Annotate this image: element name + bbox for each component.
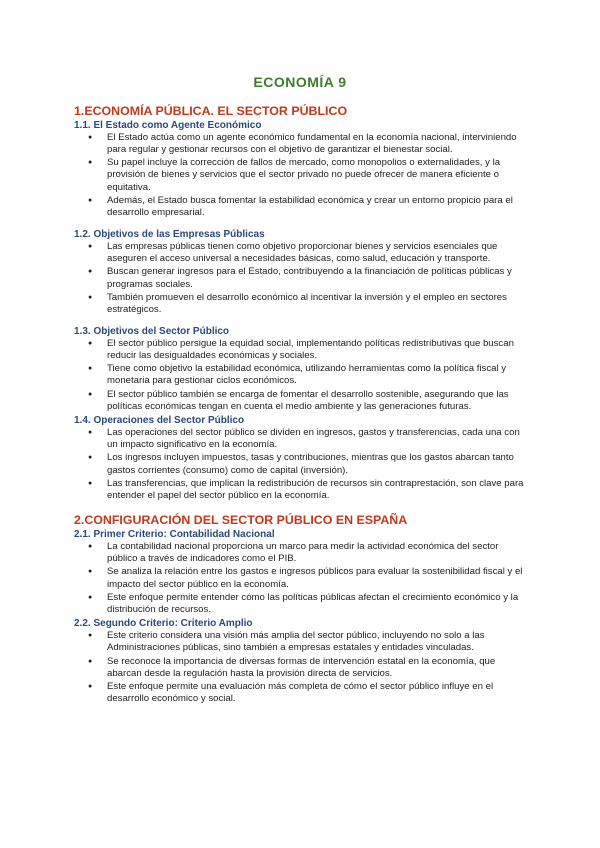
list-item: ● La contabilidad nacional proporciona un marco para medir la actividad económica del sector público a través de indicadores como el PIB.: [107, 541, 524, 565]
bullet-list: [74, 338, 524, 413]
bullet-list: [74, 541, 524, 616]
page-title: ECONOMÍA 9: [253, 74, 347, 90]
list-item: ● El Estado actúa como un agente económico fundamental en la economía nacional, interviniendo para regular y gestionar recursos con el objetivo de garantizar el bienestar social.: [107, 132, 524, 156]
list-item: ● Los ingresos incluyen impuestos, tasas y contribuciones, mientras que los gastos abarcan tanto gastos corrientes (consumo) como de capital (inversión).: [107, 452, 524, 476]
section-heading: 1.ECONOMÍA PÚBLICA. EL SECTOR PÚBLICO: [74, 104, 348, 118]
list-item: ● También promueven el desarrollo económico al incentivar la inversión y el empleo en sectores estratégicos.: [107, 292, 524, 316]
list-item: ● Se reconoce la importancia de diversas formas de intervención estatal en la economía, que abarcan desde la regulación hasta la provisión directa de servicios.: [107, 656, 524, 680]
subsection-heading: 1.1. El Estado como Agente Económico: [74, 120, 262, 131]
subsection-heading: 1.2. Objetivos de las Empresas Públicas: [74, 229, 265, 241]
subsection-heading: 2.2. Segundo Criterio: Criterio Amplio: [74, 618, 253, 630]
list-item: ● Este criterio considera una visión más amplia del sector público, incluyendo no solo a las Administraciones públicas, sino también a empresas estatales y entidades vinculadas.: [107, 630, 524, 654]
section-heading: 2.CONFIGURACIÓN DEL SECTOR PÚBLICO EN ESPAÑA: [74, 513, 408, 528]
list-item: ● El sector público persigue la equidad social, implementando políticas redistributivas que buscan reducir las desigualdades económicas y sociales.: [107, 338, 524, 362]
bullet-list: [74, 427, 524, 502]
list-item: ● Este enfoque permite una evaluación más completa de cómo el sector público influye en el desarrollo económico y social.: [107, 681, 524, 705]
subsection-heading: 1.4. Operaciones del Sector Público: [74, 415, 245, 427]
bullet-list: [74, 132, 524, 219]
list-item: ● Las transferencias, que implican la redistribución de recursos sin contraprestación, son clave para entender el papel del sector público en la economía.: [107, 478, 524, 502]
list-item: ● Su papel incluye la corrección de fallos de mercado, como monopolios o externalidades, y la provisión de bienes y servicios que el sector privado no puede ofrecer de manera eficiente o equitativa.: [107, 157, 524, 193]
list-item: ● El sector público también se encarga de fomentar el desarrollo sostenible, asegurando que las políticas económicas tengan en cuenta el medio ambiente y las generaciones futuras.: [107, 389, 524, 413]
list-item: ● Se analiza la relación entre los gastos e ingresos públicos para evaluar la sostenibilidad fiscal y el impacto del sector público en la economía.: [107, 566, 524, 590]
bullet-list: [74, 630, 524, 705]
list-item: ● Las operaciones del sector público se dividen en ingresos, gastos y transferencias, cada una con un impacto significativo en la economía.: [107, 427, 524, 451]
document-body: [74, 104, 524, 706]
subsection-heading: 1.3. Objetivos del Sector Público: [74, 325, 230, 337]
bullet-list: [74, 241, 524, 316]
list-item: ● Buscan generar ingresos para el Estado, contribuyendo a la financiación de políticas públicas y programas sociales.: [107, 266, 524, 290]
list-item: ● Tiene como objetivo la estabilidad económica, utilizando herramientas como la política fiscal y monetaria para gestionar ciclos económicos.: [107, 363, 524, 387]
subsection-heading: 2.1. Primer Criterio: Contabilidad Nacional: [74, 529, 275, 541]
list-item: ● Las empresas públicas tienen como objetivo proporcionar bienes y servicios esenciales que aseguren el acceso universal a necesidades básicas, como salud, educación y transporte.: [107, 241, 524, 265]
list-item: ● Este enfoque permite entender cómo las políticas públicas afectan el crecimiento económico y la distribución de recursos.: [107, 592, 524, 616]
list-item: ● Además, el Estado busca fomentar la estabilidad económica y crear un entorno propicio para el desarrollo empresarial.: [107, 195, 524, 219]
